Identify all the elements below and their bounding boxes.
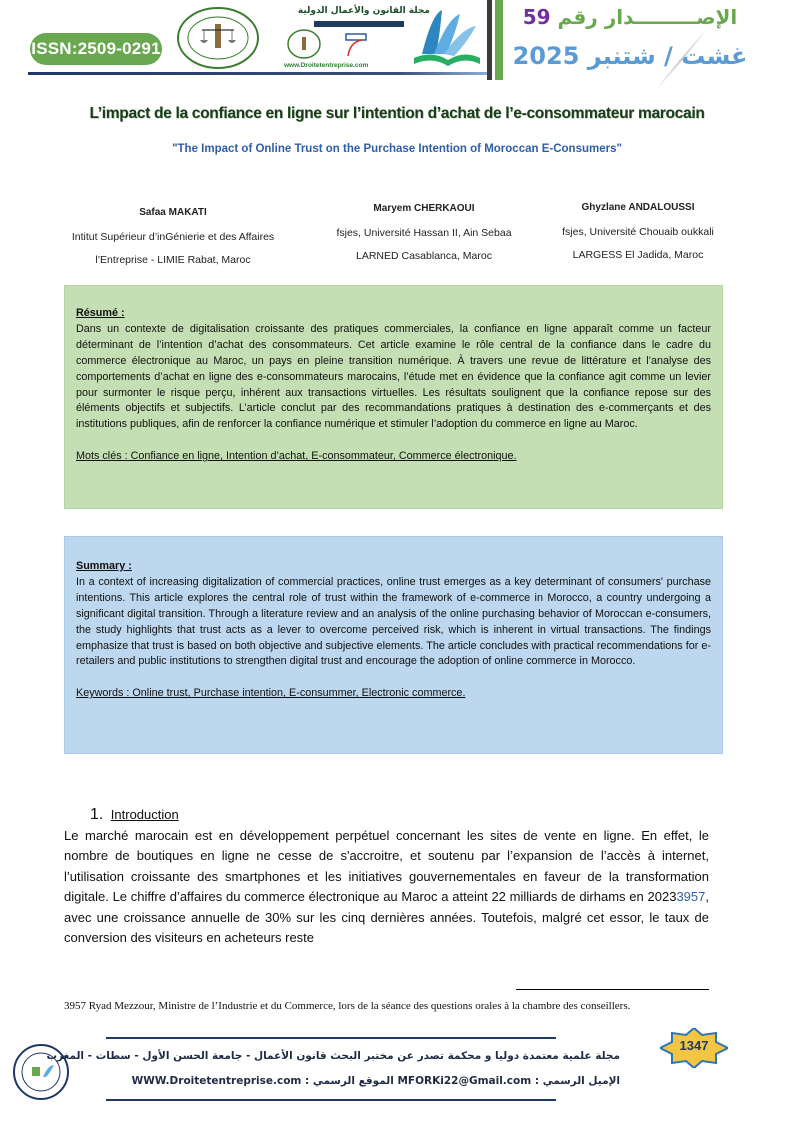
intro-text-part1: Le marché marocain est en développement perpétuel concernant les sites de vente en ligne. En effet, le nombre de boutiques en ligne ne cesse de s'accroitre, et soutenu par l’expansion de l’accès à internet, l’utilisation croissante des smartphones et les initiatives gouvernementales en faveur de la transformation digitale. Le chiffre d’affaires du commerce électronique au Maroc a atteint 22 milliards de dirhams en 2023 [64, 828, 709, 905]
author-block [538, 202, 738, 272]
footnote-separator [516, 989, 709, 990]
author-affiliation: fsjes, Université Hassan II, Ain Sebaa [336, 227, 512, 239]
footer-contact: الإميل الرسمي : MFORKi22@Gmail.com الموقع الرسمي : WWW.Droitetentreprise.com [131, 1075, 620, 1087]
author-affiliation: l’Entreprise - LIMIE Rabat, Maroc [95, 254, 251, 266]
journal-name: مجلة القانون والأعمال الدولية [297, 6, 430, 16]
small-seal-icon [286, 28, 322, 60]
abstract-fr-text: Dans un contexte de digitalisation croissante des pratiques commerciales, la confiance en ligne apparaît comme un facteur déterminant de l’intention d’achat des consommateurs. Cet article examine le rôle central de la confiance dans le cadre du commerce électronique au Maroc, un pays en pleine transition numérique. À travers une revue de littérature et l’analyse des comportements d’achat en ligne des e-consommateurs marocains, l’étude met en évidence que la confiance agit comme un levier pour surmonter le risque perçu, inhérent aux transactions virtuelles. Les résultats soulignent que la confiance repose sur des éléments objectifs et subjectifs. L’article conclut par des recommandations pratiques à destination des e-commerçants et des institutions publiques, afin de renforcer la confiance numérique et stimuler l’adoption du commerce en ligne au Maroc. [76, 322, 711, 431]
article-title-fr: L’impact de la confiance en ligne sur l’intention d’achat de l’e-consommateur marocain [89, 105, 705, 122]
issn-badge: ISSN:2509-0291 [30, 33, 162, 65]
journal-url-header: www.Droitetentreprise.com [284, 62, 369, 69]
header-divider-bars [487, 0, 505, 80]
author-name: Safaa MAKATI [139, 207, 207, 218]
author-block [50, 207, 296, 277]
page-number: 1347 [679, 1038, 709, 1053]
keywords-en: Keywords : Online trust, Purchase intention, E-consummer, Electronic commerce. [76, 687, 466, 700]
section-label: Introduction [110, 807, 179, 822]
author-name: Maryem CHERKAOUI [373, 203, 475, 214]
footnote: 3957 Ryad Mezzour, Ministre de l’Industrie et du Commerce, lors de la séance des questions orales à la chambre des conseillers. [64, 1000, 631, 1012]
abstract-fr-heading: Résumé : [76, 307, 125, 319]
intro-text-part2: , avec une croissance annuelle de 30% sur les cinq dernières années. Toutefois, malgré cet essor, le taux de conversion des visiteurs en acheteurs reste [64, 889, 709, 946]
author-affiliation: LARGESS El Jadida, Maroc [572, 249, 704, 261]
journal-logo [282, 4, 482, 70]
abstract-en-text: In a context of increasing digitalization of commercial practices, online trust emerges as a key determinant of consumers' purchase intentions. This article explores the central role of trust within the framework of e-commerce in Morocco, a country undergoing a significant digital transition. Through a literature review and an analysis of the online purchasing behavior of Moroccan e-consumers, the study highlights that trust acts as a lever to overcome perceived risk, which is inherent in virtual transactions. The findings emphasize that trust is based on both objective and subjective elements. The article concludes with practical recommendations for e-retailers and public institutions to strengthen digital trust and encourage the adoption of online commerce in Morocco. [76, 575, 711, 668]
abstract-fr-box [64, 285, 723, 509]
section-heading-introduction [90, 806, 179, 824]
introduction-paragraph [64, 826, 709, 948]
author-block [320, 203, 528, 273]
open-book-icon [412, 4, 482, 68]
abstract-en-heading: Summary : [76, 560, 132, 572]
header-rule [28, 72, 490, 75]
page-number-badge [660, 1028, 728, 1068]
issue-label: الإصـــــــــدار رقم [557, 5, 738, 29]
issue-number [512, 5, 748, 29]
author-affiliation: Intitut Supérieur d’inGénierie et des Affaires [71, 231, 275, 243]
issue-number-value: 59 [522, 5, 551, 29]
journal-subtitle-bar [314, 21, 404, 27]
article-title-en: "The Impact of Online Trust on the Purchase Intention of Moroccan E-Consumers" [172, 143, 622, 155]
footer-rule-bottom [106, 1099, 556, 1101]
university-tower-icon [342, 28, 370, 58]
footer-rule-top [106, 1037, 556, 1039]
author-affiliation: fsjes, Université Chouaib oukkali [562, 226, 714, 238]
author-affiliation: LARNED Casablanca, Maroc [356, 250, 492, 262]
lab-seal-logo-icon [176, 6, 260, 70]
footer-journal-description: مجلة علمية معتمدة دوليا و محكمة تصدر عن مختبر البحث قانون الأعمال - جامعة الحسن الأول - سطات - المغرب [46, 1050, 620, 1062]
section-number: 1. [90, 806, 104, 823]
abstract-en-box [64, 536, 723, 754]
keywords-fr: Mots clés : Confiance en ligne, Intention d’achat, E-consommateur, Commerce électronique. [76, 450, 517, 463]
author-name: Ghyzlane ANDALOUSSI [581, 202, 695, 213]
footnote-reference-link[interactable]: 3957 [676, 889, 706, 905]
issue-date: غشت / شتنبر 2025 [512, 42, 748, 70]
